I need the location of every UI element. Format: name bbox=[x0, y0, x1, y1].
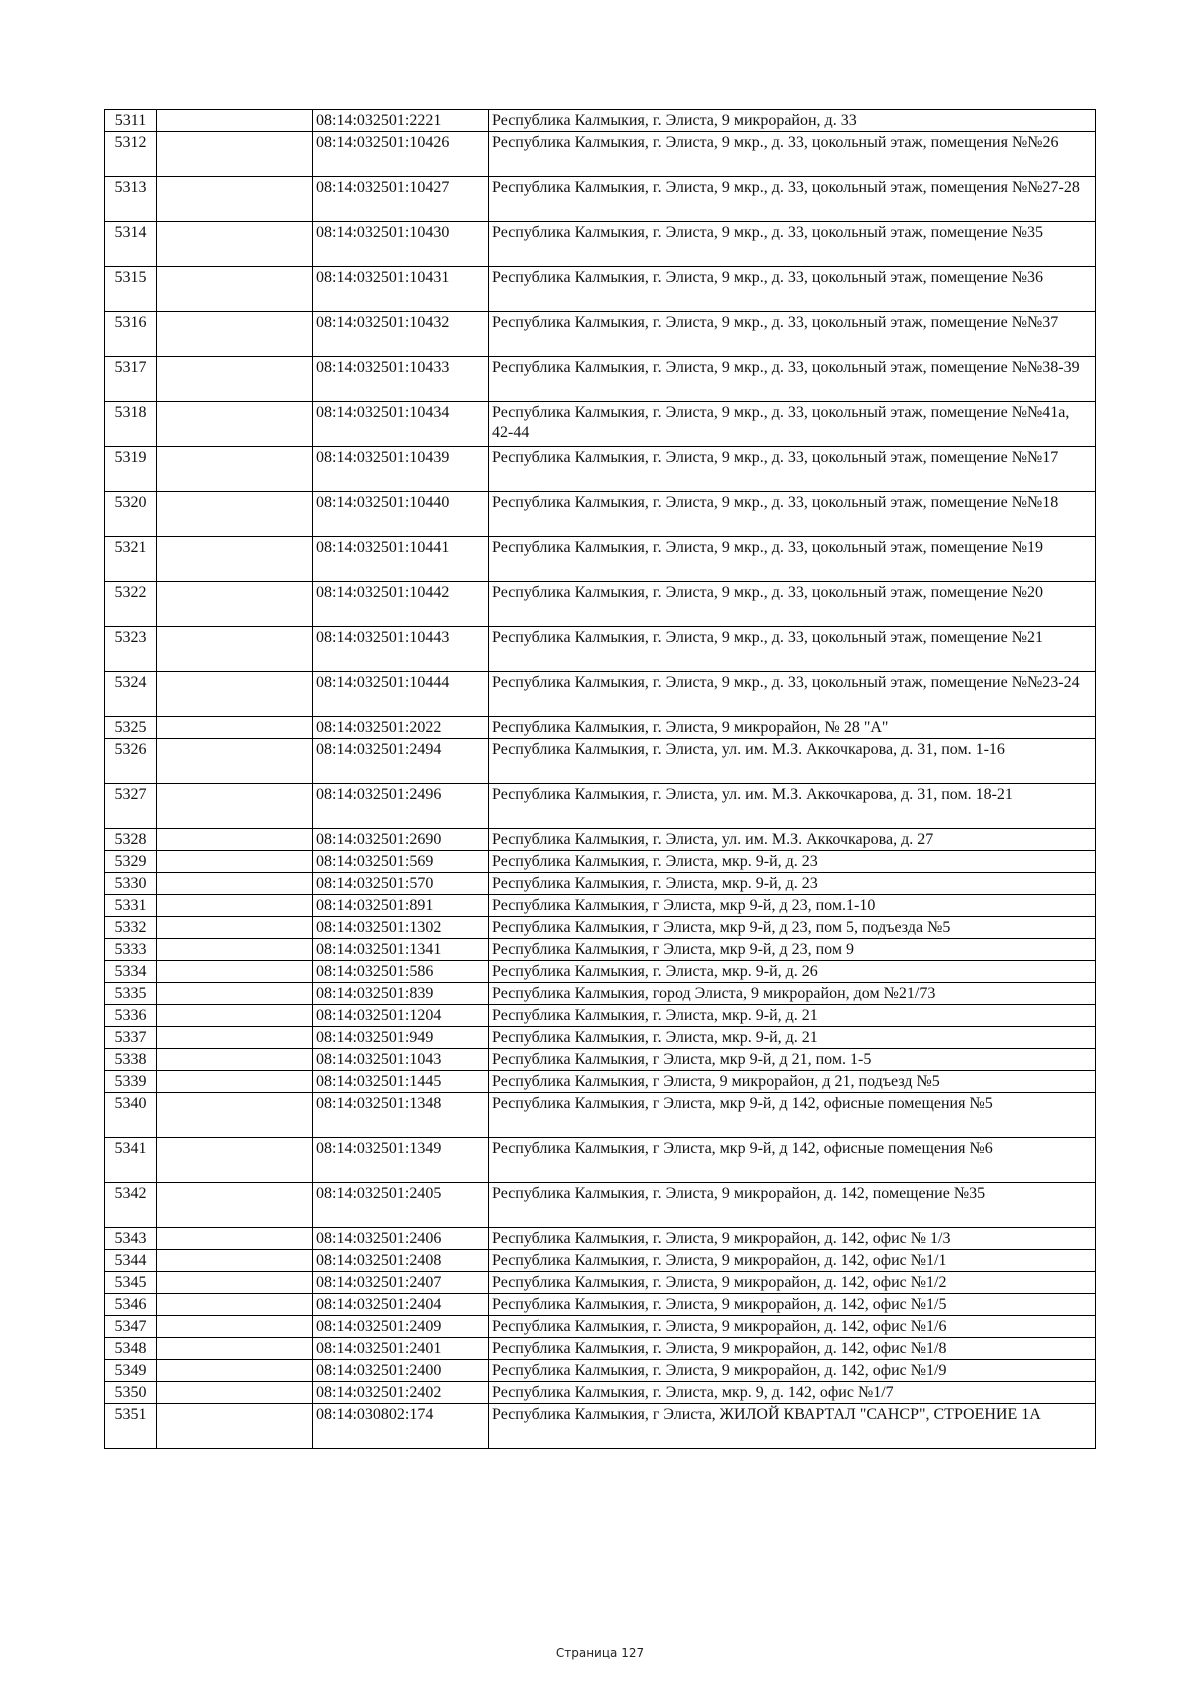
table-row bbox=[105, 582, 1096, 627]
address-cell: Республика Калмыкия, г. Элиста, 9 мкр., д. 33, цокольный этаж, помещение №№23-24 bbox=[489, 672, 1096, 717]
empty-cell bbox=[157, 627, 313, 672]
address-cell: Республика Калмыкия, г. Элиста, 9 мкр., д. 33, цокольный этаж, помещение №20 bbox=[489, 582, 1096, 627]
table-row bbox=[105, 1250, 1096, 1272]
address-cell: Республика Калмыкия, г. Элиста, 9 мкр., д. 33, цокольный этаж, помещение №№18 bbox=[489, 492, 1096, 537]
cadastral-number-cell: 08:14:032501:10430 bbox=[313, 222, 489, 267]
empty-cell bbox=[157, 537, 313, 582]
empty-cell bbox=[157, 222, 313, 267]
row-number-cell: 5337 bbox=[105, 1027, 157, 1049]
cadastral-number-cell: 08:14:032501:2401 bbox=[313, 1338, 489, 1360]
row-number-cell: 5332 bbox=[105, 917, 157, 939]
table-row bbox=[105, 1360, 1096, 1382]
address-cell: Республика Калмыкия, г. Элиста, 9 микрорайон, № 28 "А" bbox=[489, 717, 1096, 739]
empty-cell bbox=[157, 110, 313, 132]
table-row bbox=[105, 983, 1096, 1005]
cadastral-number-cell: 08:14:032501:891 bbox=[313, 895, 489, 917]
table-row bbox=[105, 402, 1096, 447]
table-row bbox=[105, 1294, 1096, 1316]
table-row bbox=[105, 1049, 1096, 1071]
table-row bbox=[105, 1183, 1096, 1228]
empty-cell bbox=[157, 1404, 313, 1449]
row-number-cell: 5350 bbox=[105, 1382, 157, 1404]
address-cell: Республика Калмыкия, г. Элиста, ул. им. М.З. Аккочкарова, д. 31, пом. 1-16 bbox=[489, 739, 1096, 784]
cadastral-number-cell: 08:14:032501:1302 bbox=[313, 917, 489, 939]
table-row bbox=[105, 873, 1096, 895]
row-number-cell: 5351 bbox=[105, 1404, 157, 1449]
table-row bbox=[105, 267, 1096, 312]
row-number-cell: 5326 bbox=[105, 739, 157, 784]
row-number-cell: 5329 bbox=[105, 851, 157, 873]
row-number-cell: 5344 bbox=[105, 1250, 157, 1272]
address-cell: Республика Калмыкия, г. Элиста, мкр. 9-й, д. 26 bbox=[489, 961, 1096, 983]
row-number-cell: 5334 bbox=[105, 961, 157, 983]
table-row bbox=[105, 312, 1096, 357]
table-row bbox=[105, 784, 1096, 829]
cadastral-number-cell: 08:14:032501:2408 bbox=[313, 1250, 489, 1272]
row-number-cell: 5331 bbox=[105, 895, 157, 917]
table-row bbox=[105, 1071, 1096, 1093]
address-cell: Республика Калмыкия, г. Элиста, ул. им. М.З. Аккочкарова, д. 31, пом. 18-21 bbox=[489, 784, 1096, 829]
cadastral-number-cell: 08:14:032501:570 bbox=[313, 873, 489, 895]
table-row bbox=[105, 672, 1096, 717]
row-number-cell: 5319 bbox=[105, 447, 157, 492]
row-number-cell: 5315 bbox=[105, 267, 157, 312]
row-number-cell: 5314 bbox=[105, 222, 157, 267]
empty-cell bbox=[157, 717, 313, 739]
empty-cell bbox=[157, 939, 313, 961]
cadastral-number-cell: 08:14:032501:949 bbox=[313, 1027, 489, 1049]
row-number-cell: 5316 bbox=[105, 312, 157, 357]
table-row bbox=[105, 1228, 1096, 1250]
address-cell: Республика Калмыкия, г. Элиста, 9 микрорайон, д. 142, офис №1/5 bbox=[489, 1294, 1096, 1316]
address-cell: Республика Калмыкия, г Элиста, мкр 9-й, д 142, офисные помещения №6 bbox=[489, 1138, 1096, 1183]
row-number-cell: 5312 bbox=[105, 132, 157, 177]
empty-cell bbox=[157, 739, 313, 784]
address-cell: Республика Калмыкия, г. Элиста, 9 микрорайон, д. 142, офис №1/2 bbox=[489, 1272, 1096, 1294]
row-number-cell: 5318 bbox=[105, 402, 157, 447]
table-row bbox=[105, 895, 1096, 917]
address-cell: Республика Калмыкия, г. Элиста, 9 мкр., д. 33, цокольный этаж, помещение №36 bbox=[489, 267, 1096, 312]
table-row bbox=[105, 110, 1096, 132]
empty-cell bbox=[157, 851, 313, 873]
empty-cell bbox=[157, 1316, 313, 1338]
empty-cell bbox=[157, 447, 313, 492]
table-row bbox=[105, 829, 1096, 851]
address-cell: Республика Калмыкия, г. Элиста, 9 мкр., д. 33, цокольный этаж, помещение №19 bbox=[489, 537, 1096, 582]
address-cell: Республика Калмыкия, г. Элиста, 9 мкр., д. 33, цокольный этаж, помещение №№37 bbox=[489, 312, 1096, 357]
table-row bbox=[105, 939, 1096, 961]
cadastral-number-cell: 08:14:032501:569 bbox=[313, 851, 489, 873]
row-number-cell: 5349 bbox=[105, 1360, 157, 1382]
cadastral-number-cell: 08:14:032501:586 bbox=[313, 961, 489, 983]
address-cell: Республика Калмыкия, г Элиста, 9 микрорайон, д 21, подъезд №5 bbox=[489, 1071, 1096, 1093]
cadastral-number-cell: 08:14:032501:1445 bbox=[313, 1071, 489, 1093]
address-cell: Республика Калмыкия, г Элиста, мкр 9-й, д 23, пом.1-10 bbox=[489, 895, 1096, 917]
address-cell: Республика Калмыкия, г. Элиста, 9 микрорайон, д. 142, офис № 1/3 bbox=[489, 1228, 1096, 1250]
address-cell: Республика Калмыкия, г. Элиста, 9 микрорайон, д. 142, помещение №35 bbox=[489, 1183, 1096, 1228]
address-cell: Республика Калмыкия, г Элиста, мкр 9-й, д 21, пом. 1-5 bbox=[489, 1049, 1096, 1071]
row-number-cell: 5324 bbox=[105, 672, 157, 717]
cadastral-number-cell: 08:14:032501:10433 bbox=[313, 357, 489, 402]
row-number-cell: 5322 bbox=[105, 582, 157, 627]
empty-cell bbox=[157, 1027, 313, 1049]
address-cell: Республика Калмыкия, г. Элиста, 9 микрорайон, д. 142, офис №1/6 bbox=[489, 1316, 1096, 1338]
property-register-table bbox=[104, 109, 1096, 1449]
table-row bbox=[105, 717, 1096, 739]
empty-cell bbox=[157, 357, 313, 402]
address-cell: Республика Калмыкия, г. Элиста, 9 микрорайон, д. 142, офис №1/8 bbox=[489, 1338, 1096, 1360]
empty-cell bbox=[157, 1005, 313, 1027]
empty-cell bbox=[157, 1138, 313, 1183]
address-cell: Республика Калмыкия, г. Элиста, мкр. 9-й, д. 23 bbox=[489, 851, 1096, 873]
row-number-cell: 5342 bbox=[105, 1183, 157, 1228]
row-number-cell: 5338 bbox=[105, 1049, 157, 1071]
row-number-cell: 5340 bbox=[105, 1093, 157, 1138]
cadastral-number-cell: 08:14:032501:2406 bbox=[313, 1228, 489, 1250]
table-row bbox=[105, 739, 1096, 784]
address-cell: Республика Калмыкия, г. Элиста, 9 мкр., д. 33, цокольный этаж, помещения №№27-28 bbox=[489, 177, 1096, 222]
cadastral-number-cell: 08:14:032501:2407 bbox=[313, 1272, 489, 1294]
address-cell: Республика Калмыкия, г. Элиста, 9 микрорайон, д. 142, офис №1/1 bbox=[489, 1250, 1096, 1272]
row-number-cell: 5313 bbox=[105, 177, 157, 222]
cadastral-number-cell: 08:14:032501:10427 bbox=[313, 177, 489, 222]
cadastral-number-cell: 08:14:032501:2400 bbox=[313, 1360, 489, 1382]
table-row bbox=[105, 1404, 1096, 1449]
table-row bbox=[105, 537, 1096, 582]
cadastral-number-cell: 08:14:032501:1043 bbox=[313, 1049, 489, 1071]
cadastral-number-cell: 08:14:032501:10442 bbox=[313, 582, 489, 627]
cadastral-number-cell: 08:14:032501:1348 bbox=[313, 1093, 489, 1138]
table-row bbox=[105, 1093, 1096, 1138]
empty-cell bbox=[157, 672, 313, 717]
cadastral-number-cell: 08:14:032501:2405 bbox=[313, 1183, 489, 1228]
row-number-cell: 5311 bbox=[105, 110, 157, 132]
row-number-cell: 5339 bbox=[105, 1071, 157, 1093]
cadastral-number-cell: 08:14:032501:10439 bbox=[313, 447, 489, 492]
row-number-cell: 5336 bbox=[105, 1005, 157, 1027]
cadastral-number-cell: 08:14:032501:2404 bbox=[313, 1294, 489, 1316]
address-cell: Республика Калмыкия, г Элиста, ЖИЛОЙ КВАРТАЛ "САНСР", СТРОЕНИЕ 1А bbox=[489, 1404, 1096, 1449]
row-number-cell: 5330 bbox=[105, 873, 157, 895]
row-number-cell: 5327 bbox=[105, 784, 157, 829]
row-number-cell: 5346 bbox=[105, 1294, 157, 1316]
table-row bbox=[105, 851, 1096, 873]
empty-cell bbox=[157, 1250, 313, 1272]
table-row bbox=[105, 1005, 1096, 1027]
empty-cell bbox=[157, 1093, 313, 1138]
empty-cell bbox=[157, 1360, 313, 1382]
address-cell: Республика Калмыкия, г Элиста, мкр 9-й, д 23, пом 5, подъезда №5 bbox=[489, 917, 1096, 939]
row-number-cell: 5328 bbox=[105, 829, 157, 851]
cadastral-number-cell: 08:14:032501:1204 bbox=[313, 1005, 489, 1027]
empty-cell bbox=[157, 1049, 313, 1071]
address-cell: Республика Калмыкия, г. Элиста, 9 мкр., д. 33, цокольный этаж, помещение №35 bbox=[489, 222, 1096, 267]
address-cell: Республика Калмыкия, город Элиста, 9 микрорайон, дом №21/73 bbox=[489, 983, 1096, 1005]
row-number-cell: 5341 bbox=[105, 1138, 157, 1183]
cadastral-number-cell: 08:14:032501:10444 bbox=[313, 672, 489, 717]
row-number-cell: 5321 bbox=[105, 537, 157, 582]
cadastral-number-cell: 08:14:032501:10434 bbox=[313, 402, 489, 447]
address-cell: Республика Калмыкия, г. Элиста, мкр. 9-й, д. 21 bbox=[489, 1027, 1096, 1049]
address-cell: Республика Калмыкия, г. Элиста, ул. им. М.З. Аккочкарова, д. 27 bbox=[489, 829, 1096, 851]
empty-cell bbox=[157, 961, 313, 983]
row-number-cell: 5325 bbox=[105, 717, 157, 739]
page-number: Страница 127 bbox=[555, 1646, 645, 1660]
table-row bbox=[105, 132, 1096, 177]
empty-cell bbox=[157, 1272, 313, 1294]
empty-cell bbox=[157, 177, 313, 222]
empty-cell bbox=[157, 784, 313, 829]
table-row bbox=[105, 917, 1096, 939]
cadastral-number-cell: 08:14:032501:1349 bbox=[313, 1138, 489, 1183]
empty-cell bbox=[157, 873, 313, 895]
empty-cell bbox=[157, 402, 313, 447]
row-number-cell: 5317 bbox=[105, 357, 157, 402]
empty-cell bbox=[157, 267, 313, 312]
cadastral-number-cell: 08:14:032501:2221 bbox=[313, 110, 489, 132]
empty-cell bbox=[157, 492, 313, 537]
table-row bbox=[105, 1027, 1096, 1049]
row-number-cell: 5335 bbox=[105, 983, 157, 1005]
cadastral-number-cell: 08:14:030802:174 bbox=[313, 1404, 489, 1449]
empty-cell bbox=[157, 1382, 313, 1404]
empty-cell bbox=[157, 1294, 313, 1316]
address-cell: Республика Калмыкия, г. Элиста, 9 мкр., д. 33, цокольный этаж, помещение №№38-39 bbox=[489, 357, 1096, 402]
address-cell: Республика Калмыкия, г. Элиста, мкр. 9, д. 142, офис №1/7 bbox=[489, 1382, 1096, 1404]
empty-cell bbox=[157, 1071, 313, 1093]
cadastral-number-cell: 08:14:032501:2494 bbox=[313, 739, 489, 784]
table-row bbox=[105, 1272, 1096, 1294]
table-row bbox=[105, 961, 1096, 983]
cadastral-number-cell: 08:14:032501:10426 bbox=[313, 132, 489, 177]
table-row bbox=[105, 222, 1096, 267]
cadastral-number-cell: 08:14:032501:1341 bbox=[313, 939, 489, 961]
cadastral-number-cell: 08:14:032501:10440 bbox=[313, 492, 489, 537]
empty-cell bbox=[157, 312, 313, 357]
row-number-cell: 5348 bbox=[105, 1338, 157, 1360]
empty-cell bbox=[157, 895, 313, 917]
empty-cell bbox=[157, 132, 313, 177]
address-cell: Республика Калмыкия, г. Элиста, 9 микрорайон, д. 33 bbox=[489, 110, 1096, 132]
empty-cell bbox=[157, 1183, 313, 1228]
empty-cell bbox=[157, 1228, 313, 1250]
empty-cell bbox=[157, 829, 313, 851]
cadastral-number-cell: 08:14:032501:2496 bbox=[313, 784, 489, 829]
row-number-cell: 5343 bbox=[105, 1228, 157, 1250]
table-row bbox=[105, 447, 1096, 492]
table-row bbox=[105, 357, 1096, 402]
cadastral-number-cell: 08:14:032501:10431 bbox=[313, 267, 489, 312]
empty-cell bbox=[157, 582, 313, 627]
empty-cell bbox=[157, 917, 313, 939]
address-cell: Республика Калмыкия, г. Элиста, 9 мкр., д. 33, цокольный этаж, помещение №№17 bbox=[489, 447, 1096, 492]
row-number-cell: 5323 bbox=[105, 627, 157, 672]
table-row bbox=[105, 492, 1096, 537]
address-cell: Республика Калмыкия, г Элиста, мкр 9-й, д 23, пом 9 bbox=[489, 939, 1096, 961]
address-cell: Республика Калмыкия, г. Элиста, 9 мкр., д. 33, цокольный этаж, помещения №№26 bbox=[489, 132, 1096, 177]
row-number-cell: 5320 bbox=[105, 492, 157, 537]
address-cell: Республика Калмыкия, г. Элиста, 9 микрорайон, д. 142, офис №1/9 bbox=[489, 1360, 1096, 1382]
register-table-body bbox=[105, 110, 1096, 1449]
address-cell: Республика Калмыкия, г. Элиста, мкр. 9-й, д. 21 bbox=[489, 1005, 1096, 1027]
cadastral-number-cell: 08:14:032501:2690 bbox=[313, 829, 489, 851]
cadastral-number-cell: 08:14:032501:10441 bbox=[313, 537, 489, 582]
table-row bbox=[105, 1382, 1096, 1404]
cadastral-number-cell: 08:14:032501:839 bbox=[313, 983, 489, 1005]
empty-cell bbox=[157, 983, 313, 1005]
table-row bbox=[105, 627, 1096, 672]
table-row bbox=[105, 1138, 1096, 1183]
cadastral-number-cell: 08:14:032501:2402 bbox=[313, 1382, 489, 1404]
table-row bbox=[105, 177, 1096, 222]
address-cell: Республика Калмыкия, г. Элиста, 9 мкр., д. 33, цокольный этаж, помещение №21 bbox=[489, 627, 1096, 672]
address-cell: Республика Калмыкия, г Элиста, мкр 9-й, д 142, офисные помещения №5 bbox=[489, 1093, 1096, 1138]
row-number-cell: 5333 bbox=[105, 939, 157, 961]
cadastral-number-cell: 08:14:032501:2022 bbox=[313, 717, 489, 739]
address-cell: Республика Калмыкия, г. Элиста, мкр. 9-й, д. 23 bbox=[489, 873, 1096, 895]
cadastral-number-cell: 08:14:032501:10443 bbox=[313, 627, 489, 672]
row-number-cell: 5345 bbox=[105, 1272, 157, 1294]
table-row bbox=[105, 1316, 1096, 1338]
cadastral-number-cell: 08:14:032501:2409 bbox=[313, 1316, 489, 1338]
cadastral-number-cell: 08:14:032501:10432 bbox=[313, 312, 489, 357]
address-cell: Республика Калмыкия, г. Элиста, 9 мкр., д. 33, цокольный этаж, помещение №№41а, 42-44 bbox=[489, 402, 1096, 447]
empty-cell bbox=[157, 1338, 313, 1360]
table-row bbox=[105, 1338, 1096, 1360]
row-number-cell: 5347 bbox=[105, 1316, 157, 1338]
